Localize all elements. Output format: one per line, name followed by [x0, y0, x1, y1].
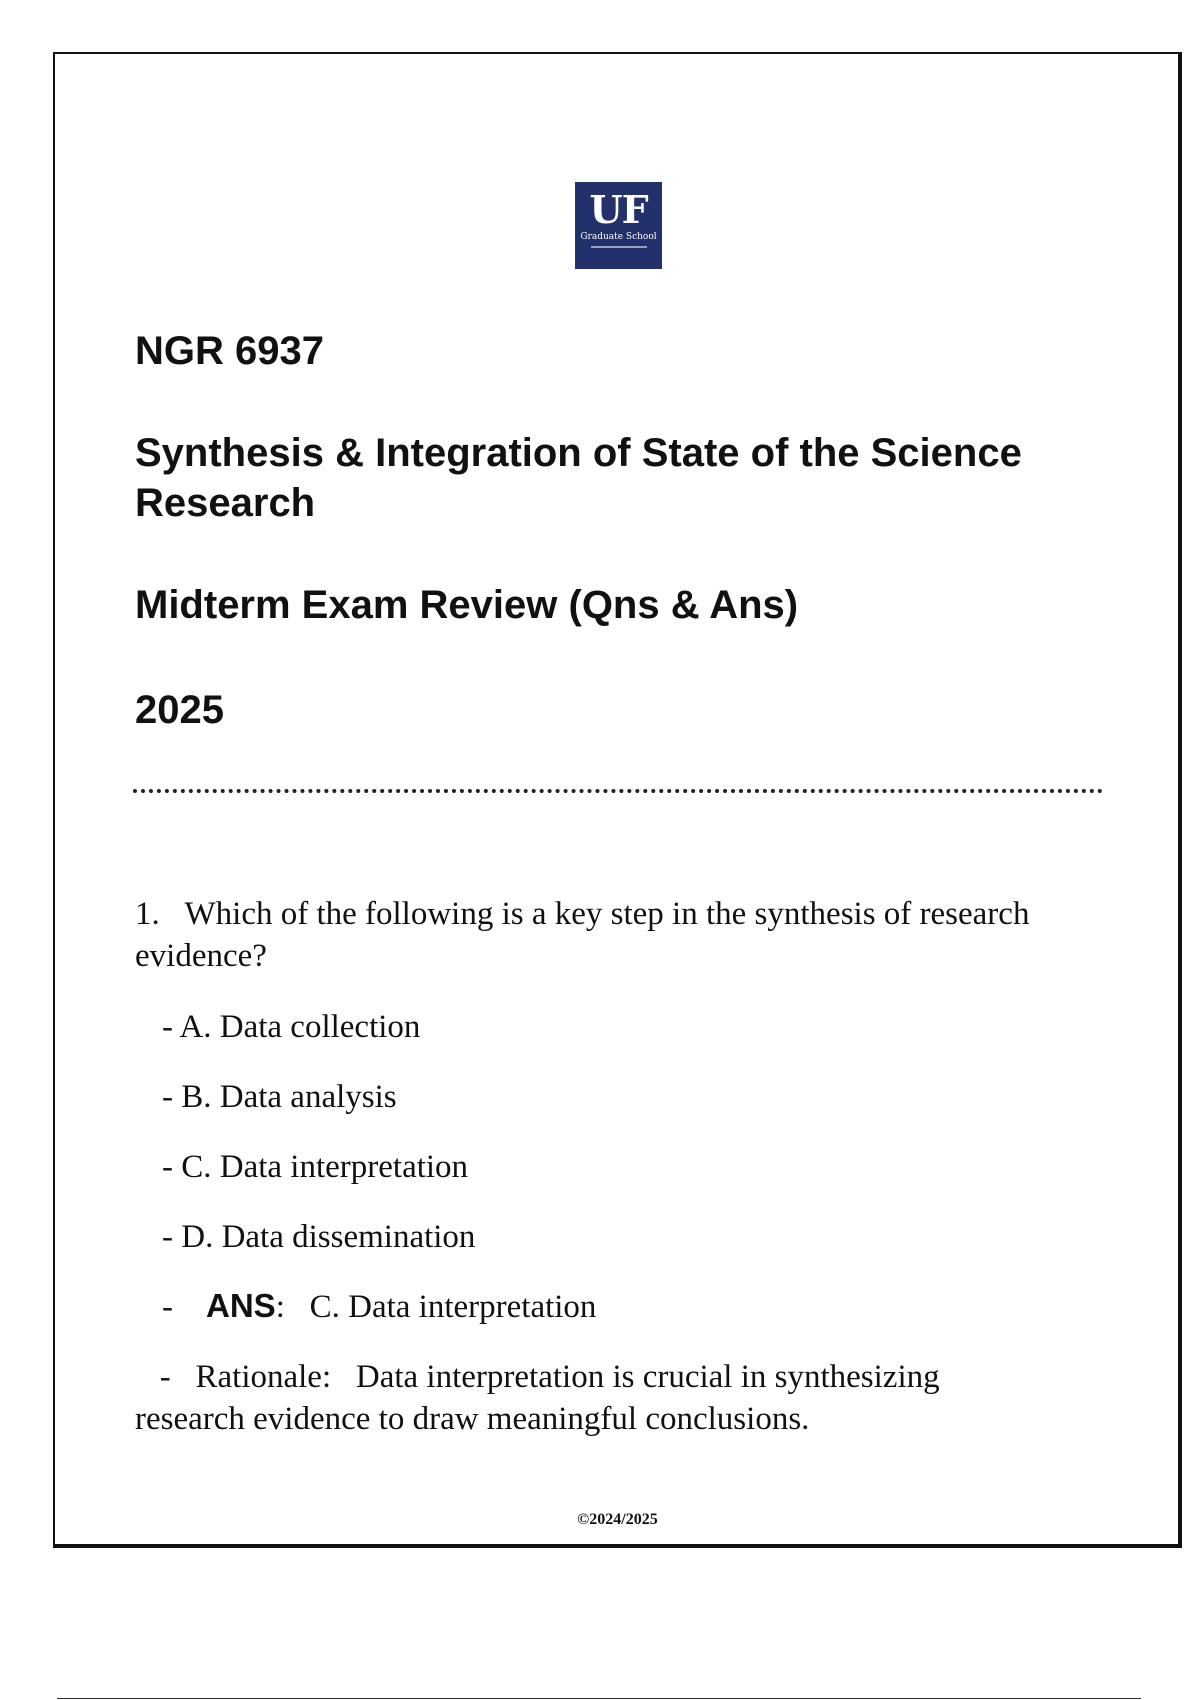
- copyright-notice: ©2024/2025: [577, 1511, 658, 1528]
- university-logo: [575, 182, 662, 269]
- next-page-top-rule: [57, 1698, 1141, 1699]
- course-title: Synthesis & Integration of State of the Science Research: [135, 431, 1022, 525]
- rationale-label: Rationale:: [195, 1359, 332, 1395]
- question-text: Which of the following is a key step in the synthesis of research evidence?: [135, 896, 1030, 974]
- rationale-text: Data interpretation is crucial in synthesizing research evidence to draw meaningful conclusions.: [135, 1359, 940, 1437]
- review-title: Midterm Exam Review (Qns & Ans): [135, 583, 799, 627]
- answer-colon: :: [275, 1289, 285, 1325]
- option-a: - A. Data collection: [162, 1009, 421, 1045]
- option-d: - D. Data dissemination: [162, 1219, 476, 1255]
- answer-text: C. Data interpretation: [309, 1289, 597, 1325]
- option-b: - B. Data analysis: [162, 1079, 397, 1115]
- question-number: 1.: [135, 896, 160, 932]
- logo-mark: UF: [589, 187, 648, 232]
- answer-label: ANS: [206, 1287, 276, 1324]
- answer-line: [162, 1285, 596, 1328]
- year-heading: 2025: [135, 688, 224, 732]
- answer-dash: -: [162, 1289, 173, 1325]
- course-code: NGR 6937: [135, 329, 324, 373]
- logo-fine-print-line: [591, 246, 647, 248]
- rationale: [135, 1356, 1055, 1440]
- logo-subtitle: Graduate School: [580, 232, 657, 242]
- option-c: - C. Data interpretation: [162, 1149, 469, 1185]
- question-1: [135, 893, 1035, 977]
- rationale-dash: -: [159, 1359, 171, 1395]
- dotted-divider: [133, 789, 1103, 793]
